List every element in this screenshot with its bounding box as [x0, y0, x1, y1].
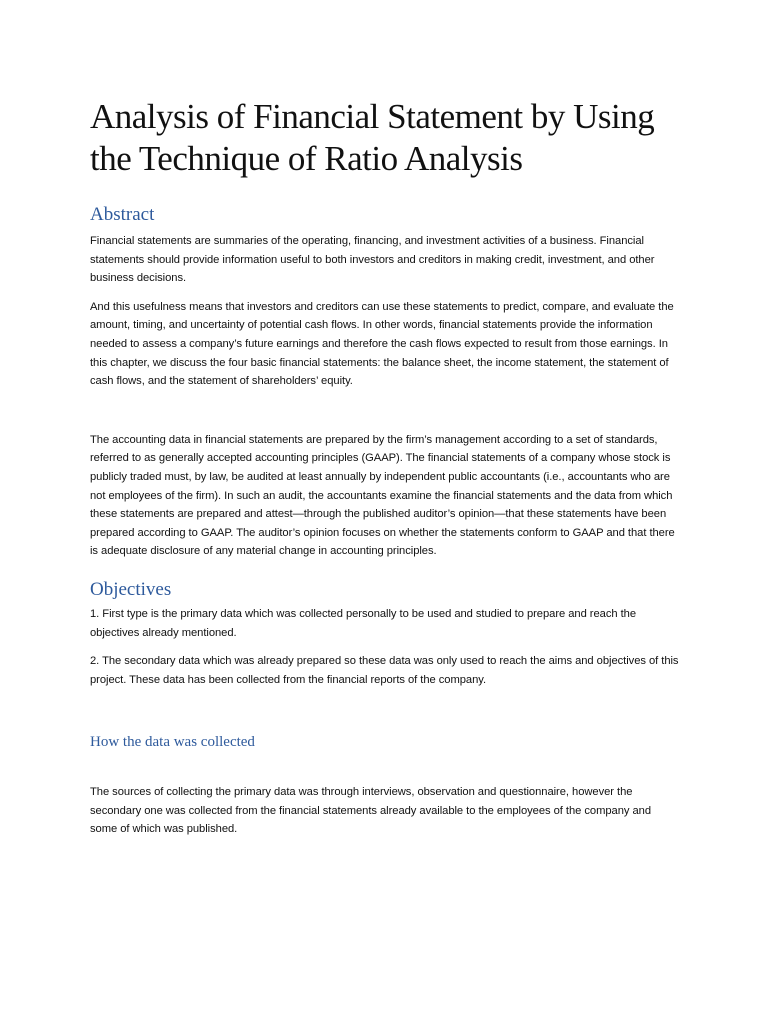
- objectives-section: [90, 579, 680, 689]
- objectives-heading: Objectives: [90, 578, 172, 600]
- abstract-paragraph-3: The accounting data in financial statements are prepared by the firm’s management according to a set of standards, referred to as generally accepted accounting principles (GAAP). The financial statements of a company whose stock is publicly traded must, by law, be audited at least annually by independent public accountants (i.e., accountants who are not employees of the firm). In such an audit, the accountants examine the financial statements and the data from which these statements are prepared and attest—through the published auditor’s opinion—that these statements have been prepared according to GAAP. The auditor’s opinion focuses on whether the statements conform to GAAP and that there is adequate disclosure of any material change in accounting principles.: [90, 433, 675, 558]
- abstract-paragraph-1: Financial statements are summaries of the operating, financing, and investment activities of a business. Financial statements should provide information useful to both investors and creditors in making credit, investment, and other business decisions.: [90, 235, 655, 285]
- abstract-heading: Abstract: [90, 204, 155, 225]
- data-collection-heading: How the data was collected: [90, 734, 255, 751]
- data-collection-section: [90, 733, 680, 839]
- abstract-section: [90, 204, 680, 561]
- data-collection-paragraph-1: The sources of collecting the primary data was through interviews, observation and questionnaire, however the secondary one was collected from the financial statements already available to the employees of the company and some of which was published.: [90, 786, 651, 836]
- abstract-paragraph-2: And this usefulness means that investors and creditors can use these statements to predict, compare, and evaluate the amount, timing, and uncertainty of potential cash flows. In other words, financial statements provide the information needed to assess a company’s future earnings and therefore the cash flows expected to result from those earnings. In this chapter, we discuss the four basic financial statements: the balance sheet, the income statement, the statement of cash flows, and the statement of shareholders’ equity.: [90, 300, 674, 388]
- objectives-paragraph-2: 2. The secondary data which was already prepared so these data was only used to reach the aims and objectives of this project. These data has been collected from the financial reports of the company.: [90, 655, 679, 686]
- objectives-paragraph-1: 1. First type is the primary data which was collected personally to be used and studied to prepare and reach the objectives already mentioned.: [90, 607, 637, 639]
- document-title: Analysis of Financial Statement by Using the Technique of Ratio Analysis: [90, 97, 655, 178]
